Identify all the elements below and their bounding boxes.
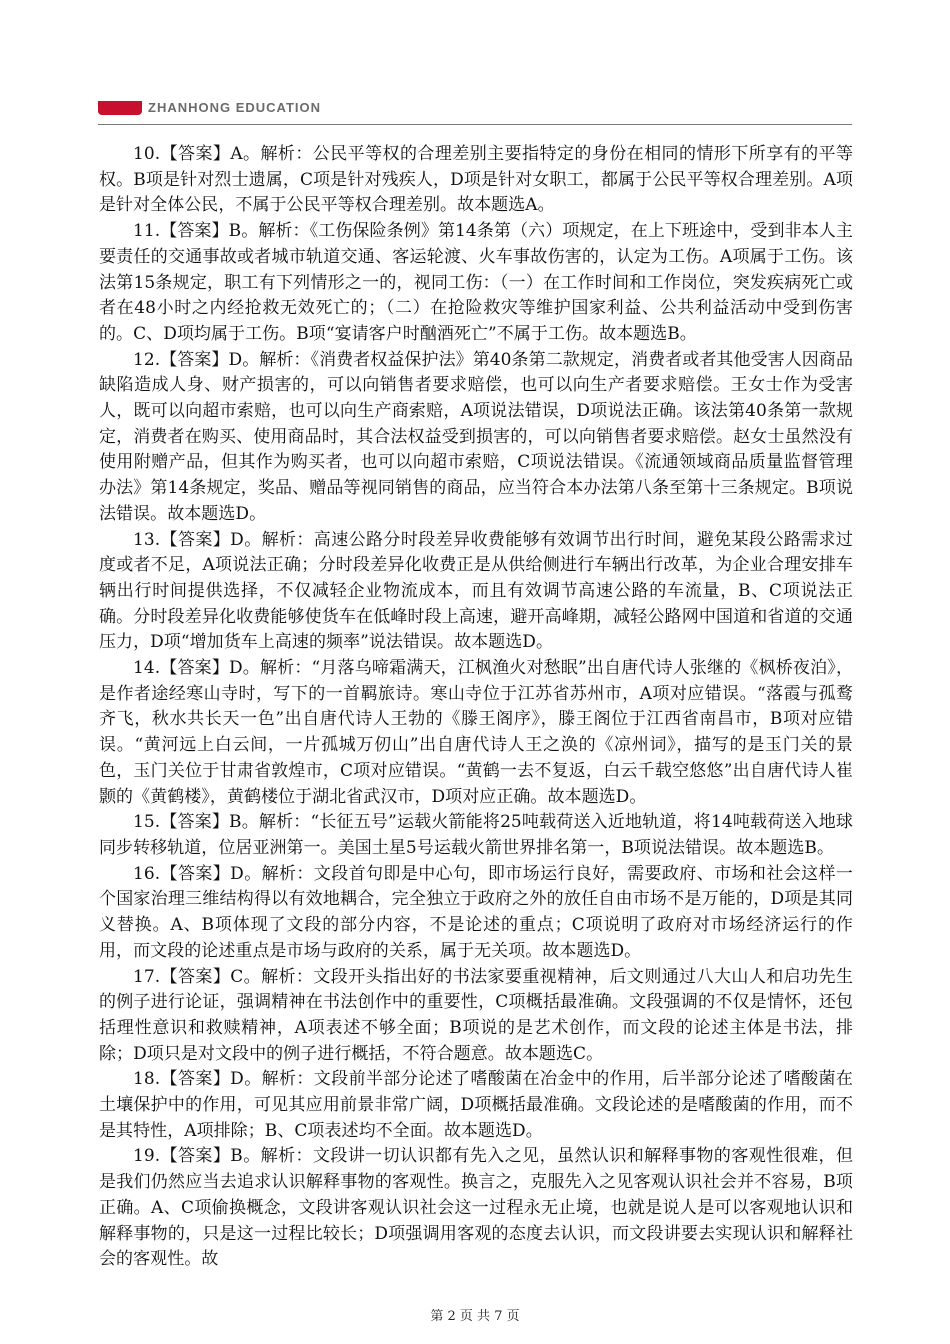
answer-explanations [99, 142, 853, 1273]
brand-logo-mark [98, 101, 142, 115]
answer-paragraph-11: 11.【答案】B。解析：《工伤保险条例》第14条第（六）项规定，在上下班途中，受到非本人主要责任的交通事故或者城市轨道交通、客运轮渡、火车事故伤害的，认定为工伤。A项属于工伤。该法第15条规定，职工有下列情形之一的，视同工伤：（一）在工作时间和工作岗位，突发疾病死亡或者在48小时之内经抢救无效死亡的；（二）在抢险救灾等维护国家利益、公共利益活动中受到伤害的。C、D项均属于工伤。B项“宴请客户时酗酒死亡”不属于工伤。故本题选B。 [99, 221, 853, 344]
page-header [0, 0, 950, 128]
answer-paragraph-16: 16.【答案】D。解析：文段首句即是中心句，即市场运行良好，需要政府、市场和社会这样一个国家治理三维结构得以有效地耦合，完全独立于政府之外的放任自由市场不是万能的，D项是其同义替换。A、B项体现了文段的部分内容，不是论述的重点；C项说明了政府对市场经济运行的作用，而文段的论述重点是市场与政府的关系，属于无关项。故本题选D。 [99, 863, 853, 961]
answer-paragraph-14: 14.【答案】D。解析：“月落乌啼霜满天，江枫渔火对愁眠”出自唐代诗人张继的《枫桥夜泊》，是作者途经寒山寺时，写下的一首羁旅诗。寒山寺位于江苏省苏州市，A项对应错误。“落霞与孤鹜齐飞，秋水共长天一色”出自唐代诗人王勃的《滕王阁序》，滕王阁位于江西省南昌市，B项对应错误。“黄河远上白云间，一片孤城万仞山”出自唐代诗人王之涣的《凉州词》，描写的是玉门关的景色，玉门关位于甘肃省敦煌市，C项对应错误。“黄鹤一去不复返，白云千载空悠悠”出自唐代诗人崔颢的《黄鹤楼》，黄鹤楼位于湖北省武汉市，D项对应正确。故本题选D。 [99, 658, 853, 807]
answer-paragraph-18: 18.【答案】D。解析：文段前半部分论述了嗜酸菌在冶金中的作用，后半部分论述了嗜酸菌在土壤保护中的作用，可见其应用前景非常广阔，D项概括最准确。文段论述的是嗜酸菌的作用，而不是其特性，A项排除；B、C项表述均不全面。故本题选D。 [99, 1069, 853, 1141]
brand-logo-text: ZHANHONG EDUCATION [148, 100, 322, 115]
page-number-footer: 第 2 页 共 7 页 [430, 1309, 520, 1324]
answer-paragraph-19: 19.【答案】B。解析：文段讲一切认识都有先入之见，虽然认识和解释事物的客观性很难，但是我们仍然应当去追求认识解释事物的客观性。换言之，克服先入之见客观认识社会并不容易，B项正确。A、C项偷换概念，文段讲客观认识社会这一过程永无止境，也就是说人是可以客观地认识和解释事物的，只是这一过程比较长；D项强调用客观的态度去认识，而文段讲要去实现认识和解释社会的客观性。故 [99, 1146, 853, 1270]
answer-paragraph-15: 15.【答案】B。解析：“长征五号”运载火箭能将25吨载荷送入近地轨道，将14吨载荷送入地球同步转移轨道，位居亚洲第一。美国土星5号运载火箭世界排名第一，B项说法错误。故本题选B。 [99, 812, 853, 858]
answer-paragraph-13: 13.【答案】D。解析：高速公路分时段差异收费能够有效调节出行时间，避免某段公路需求过度或者不足，A项说法正确；分时段差异化收费正是从供给侧进行车辆出行改革，为企业合理安排车辆出行时间提供选择，不仅减轻企业物流成本，而且有效调节高速公路的车流量，B、C项说法正确。分时段差异化收费能够使货车在低峰时段上高速，避开高峰期，减轻公路网中国道和省道的交通压力，D项“增加货车上高速的频率”说法错误。故本题选D。 [99, 529, 853, 653]
answer-paragraph-12: 12.【答案】D。解析：《消费者权益保护法》第40条第二款规定，消费者或者其他受害人因商品缺陷造成人身、财产损害的，可以向销售者要求赔偿，也可以向生产者要求赔偿。王女士作为受害人，既可以向超市索赔，也可以向生产商索赔，A项说法错误，D项说法正确。该法第40条第一款规定，消费者在购买、使用商品时，其合法权益受到损害的，可以向销售者要求赔偿。赵女士虽然没有使用附赠产品，但其作为购买者，也可以向超市索赔，C项说法错误。《流通领域商品质量监督管理办法》第14条规定，奖品、赠品等视同销售的商品，应当符合本办法第八条至第十三条规定。B项说法错误。故本题选D。 [99, 349, 853, 524]
header-divider [98, 124, 852, 125]
answer-paragraph-17: 17.【答案】C。解析：文段开头指出好的书法家要重视精神，后文则通过八大山人和启功先生的例子进行论证，强调精神在书法创作中的重要性，C项概括最准确。文段强调的不仅是情怀，还包括理性意识和救赎精神，A项表述不够全面；B项说的是艺术创作，而文段的论述主体是书法，排除；D项只是对文段中的例子进行概括，不符合题意。故本题选C。 [99, 966, 853, 1064]
answer-paragraph-10: 10.【答案】A。解析：公民平等权的合理差别主要指特定的身份在相同的情形下所享有的平等权。B项是针对烈士遗属，C项是针对残疾人，D项是针对女职工，都属于公民平等权合理差别。A项是针对全体公民，不属于公民平等权合理差别。故本题选A。 [99, 144, 853, 216]
